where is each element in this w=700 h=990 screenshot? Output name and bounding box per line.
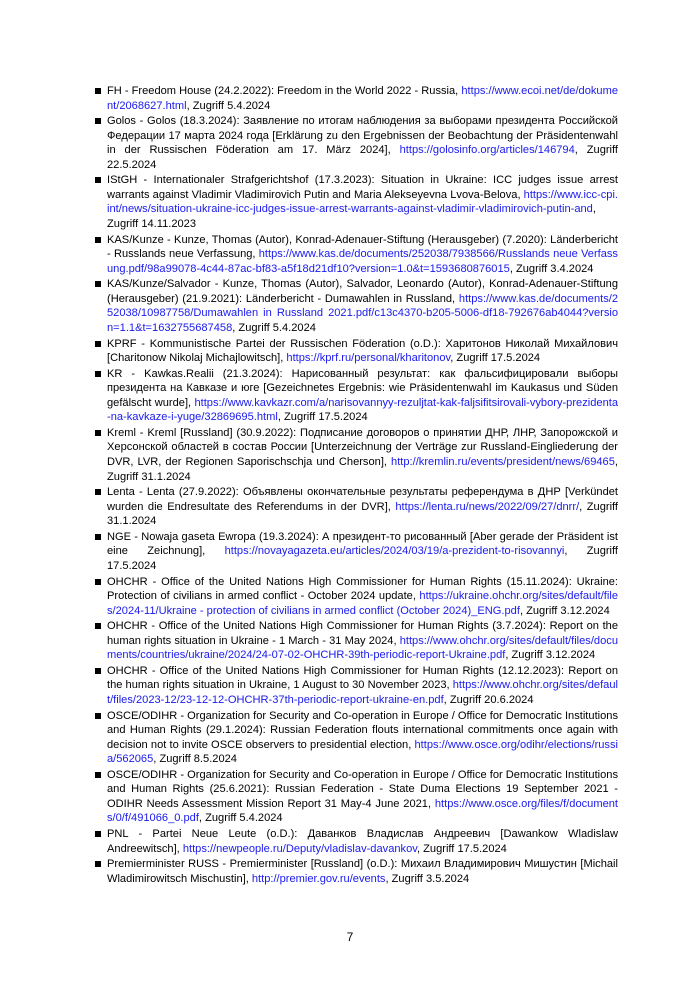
access-date: , Zugriff 3.12.2024 bbox=[519, 604, 610, 617]
bullet-square-icon bbox=[95, 237, 101, 243]
reference-text: Kreml - Kreml [Russland] (30.9.2022): Подписание договоров о принятии ДНР, ЛНР, Запорожской и Херсонской областей в состав России [Unterzeichnung der Verträge zur Russland-Eingliederung der DVR, LVR, der Regionen Saporischschja und Cherson], bbox=[107, 426, 618, 468]
bullet-square-icon bbox=[95, 861, 101, 867]
reference-link[interactable]: https://www.osce.org/odihr/elections/russia/562065 bbox=[107, 738, 618, 766]
reference-link[interactable]: https://www.kavkazr.com/a/narisovannyy-rezuljtat-kak-faljsifitsirovali-vybory-prezidenta-na-kavkaze-i-yuge/32869695.html bbox=[107, 396, 618, 424]
reference-link[interactable]: https://newpeople.ru/Deputy/vladislav-davankov bbox=[182, 842, 417, 855]
reference-link[interactable]: https://lenta.ru/news/2022/09/27/dnrr/ bbox=[395, 500, 580, 513]
reference-item bbox=[95, 857, 618, 886]
reference-link[interactable]: https://ukraine.ohchr.org/sites/default/files/2024-11/Ukraine - protection of civilians in armed conflict (October 2024)_ENG.pdf bbox=[107, 590, 618, 617]
access-date: , Zugriff 14.11.2023 bbox=[107, 203, 596, 231]
access-date: , Zugriff 5.4.2024 bbox=[186, 99, 271, 112]
bullet-square-icon bbox=[95, 371, 101, 377]
reference-link[interactable]: https://www.kas.de/documents/252038/10987758/Dumawahlen in Russland 2021.pdf/c13c4370-b205-5006-df18-792676ab4044?version=1.1&t=1632755687458 bbox=[107, 292, 618, 334]
reference-text: OHCHR - Office of the United Nations High Commissioner for Human Rights (12.12.2023): Report on the human rights situation in Ukraine, 1 August to 30 November 2023, bbox=[107, 664, 618, 692]
reference-item bbox=[95, 337, 618, 366]
reference-text: KAS/Kunze/Salvador - Kunze, Thomas (Autor), Salvador, Leonardo (Autor), Konrad-Adenauer-Stiftung (Herausgeber) (21.9.2021): Länderbericht - Dumawahlen in Russland, bbox=[107, 278, 618, 305]
reference-item bbox=[95, 233, 618, 277]
access-date: , Zugriff 31.1.2024 bbox=[107, 456, 618, 483]
reference-text: KAS/Kunze - Kunze, Thomas (Autor), Konrad-Adenauer-Stiftung (Herausgeber) (7.2020): Länderbericht - Russlands neue Verfassung, bbox=[107, 233, 618, 261]
reference-text: OHCHR - Office of the United Nations High Commissioner for Human Rights (15.11.2024): Ukraine: Protection of civilians in armed conflict - October 2024 update, bbox=[107, 575, 618, 603]
reference-item bbox=[95, 114, 618, 172]
reference-item bbox=[95, 768, 618, 826]
bullet-square-icon bbox=[95, 623, 101, 629]
reference-item bbox=[95, 277, 618, 335]
reference-item bbox=[95, 426, 618, 484]
reference-item bbox=[95, 530, 618, 574]
reference-text: Golos - Golos (18.3.2024): Заявление по итогам наблюдения за выборами президента Российской Федерации 17 марта 2024 года [Erklärung zu den Ergebnissen der Beobachtung der Präsidentenwahl in der Russischen Föderation am 17. März 2024], bbox=[107, 115, 618, 157]
bullet-square-icon bbox=[95, 489, 101, 495]
access-date: , Zugriff 17.5.2024 bbox=[277, 411, 368, 424]
access-date: , Zugriff 31.1.2024 bbox=[107, 500, 618, 528]
reference-text: IStGH - Internationaler Strafgerichtshof (17.3.2023): Situation in Ukraine: ICC judges issue arrest warrants against Vladimir Vladimirovich Putin and Maria Alekseyevna Lvova-Belova, bbox=[107, 174, 618, 201]
reference-item bbox=[95, 367, 618, 425]
bullet-square-icon bbox=[95, 177, 101, 183]
reference-item bbox=[95, 827, 618, 856]
reference-text: KPRF - Kommunistische Partei der Russischen Föderation (o.D.): Харитонов Николай Михайлович [Charitonow Nikolaj Michajlowitsch], bbox=[107, 337, 618, 365]
bullet-square-icon bbox=[95, 831, 101, 837]
bullet-square-icon bbox=[95, 579, 101, 585]
reference-item bbox=[95, 664, 618, 708]
reference-item bbox=[95, 485, 618, 529]
access-date: , Zugriff 17.5.2024 bbox=[416, 842, 507, 855]
access-date: , Zugriff 17.5.2024 bbox=[450, 352, 541, 365]
reference-link[interactable]: https://www.ohchr.org/sites/default/files/documents/countries/ukraine/2024/24-07-02-OHCHR-39th-periodic-report-Ukraine.pdf bbox=[107, 634, 618, 662]
bullet-square-icon bbox=[95, 713, 101, 719]
bullet-square-icon bbox=[95, 341, 101, 347]
access-date: , Zugriff 3.5.2024 bbox=[385, 872, 470, 885]
reference-link[interactable]: https://www.kas.de/documents/252038/7938566/Russlands neue Verfassung.pdf/98a99078-4c44-87ac-bf83-a5f18d21df10?version=1.0&t=1593680876015 bbox=[107, 248, 618, 275]
page-number: 7 bbox=[346, 930, 354, 944]
reference-link[interactable]: https://golosinfo.org/articles/146794 bbox=[399, 144, 575, 157]
reference-text: KR - Kawkas.Realii (21.3.2024): Нарисованный результат: как фальсифицировали выборы президента на Кавказе и юге [Gezeichnetes Ergebnis: wie Präsidentenwahl im Kaukasus und Süden gefälscht wurde], bbox=[107, 367, 618, 409]
reference-text: OHCHR - Office of the United Nations High Commissioner for Human Rights (3.7.2024): Report on the human rights situation in Ukraine - 1 March - 31 May 2024, bbox=[107, 620, 618, 647]
bullet-square-icon bbox=[95, 118, 101, 124]
bullet-square-icon bbox=[95, 430, 101, 436]
reference-link[interactable]: http://kremlin.ru/events/president/news/69465 bbox=[391, 456, 615, 468]
reference-text: FH - Freedom House (24.2.2022): Freedom in the World 2022 - Russia, bbox=[107, 85, 462, 97]
reference-text: PNL - Partei Neue Leute (o.D.): Даванков Владислав Андреевич [Dawankow Wladislaw Andreewitsch], bbox=[107, 828, 618, 855]
bullet-square-icon bbox=[95, 668, 101, 674]
reference-text: OSCE/ODIHR - Organization for Security and Co-operation in Europe / Office for Democratic Institutions and Human Rights (25.6.2021): Russian Federation - State Duma Elections 19 September 2021 - ODIHR Needs Assessment Mission Report 31 May-4 June 2021, bbox=[107, 768, 618, 810]
reference-item bbox=[95, 84, 618, 113]
reference-link[interactable]: http://premier.gov.ru/events bbox=[251, 872, 386, 885]
reference-link[interactable]: https://kprf.ru/personal/kharitonov bbox=[286, 352, 451, 365]
reference-item bbox=[95, 709, 618, 767]
access-date: , Zugriff 8.5.2024 bbox=[153, 753, 237, 766]
reference-text: OSCE/ODIHR - Organization for Security and Co-operation in Europe / Office for Democratic Institutions and Human Rights (29.1.2024): Russian Federation flouts international commitments once again with decision not to invite OSCE observers to presidential election, bbox=[107, 709, 618, 751]
bullet-square-icon bbox=[95, 88, 101, 94]
access-date: , Zugriff 3.4.2024 bbox=[509, 262, 594, 275]
access-date: , Zugriff 5.4.2024 bbox=[232, 321, 316, 334]
reference-text: NGE - Nowaja gaseta Ewropa (19.3.2024): А президент-то рисованный [Aber gerade der Präsident ist eine Zeichnung], bbox=[107, 530, 618, 558]
access-date: , Zugriff 5.4.2024 bbox=[198, 812, 283, 825]
reference-list bbox=[95, 84, 618, 886]
reference-link[interactable]: https://novayagazeta.eu/articles/2024/03/19/a-prezident-to-risovannyi bbox=[224, 545, 565, 558]
reference-text: Premierminister RUSS - Premierminister [Russland] (o.D.): Михаил Владимирович Мишустин [Michail Wladimirowitsch Mischustin], bbox=[107, 858, 618, 885]
bullet-square-icon bbox=[95, 281, 101, 287]
reference-link[interactable]: https://www.ohchr.org/sites/default/files/2023-12/23-12-12-OHCHR-37th-periodic-report-ukraine-en.pdf bbox=[107, 679, 618, 706]
bullet-square-icon bbox=[95, 772, 101, 778]
reference-link[interactable]: https://www.osce.org/files/f/documents/0/f/491066_0.pdf bbox=[107, 797, 618, 825]
reference-item bbox=[95, 173, 618, 231]
access-date: , Zugriff 17.5.2024 bbox=[107, 545, 618, 572]
access-date: , Zugriff 22.5.2024 bbox=[107, 144, 618, 171]
bullet-square-icon bbox=[95, 534, 101, 540]
reference-item bbox=[95, 575, 618, 619]
access-date: , Zugriff 20.6.2024 bbox=[443, 693, 534, 706]
reference-text: Lenta - Lenta (27.9.2022): Объявлены окончательные результаты референдума в ДНР [Verkündet wurden die Endresultate des Referendums in der DVR], bbox=[107, 486, 618, 513]
reference-link[interactable]: https://www.icc-cpi.int/news/situation-ukraine-icc-judges-issue-arrest-warrants-against-vladimir-vladimirovich-putin-and bbox=[107, 188, 618, 216]
reference-link[interactable]: https://www.ecoi.net/de/dokument/2068627.html bbox=[107, 85, 618, 112]
reference-item bbox=[95, 619, 618, 663]
access-date: , Zugriff 3.12.2024 bbox=[505, 649, 596, 662]
